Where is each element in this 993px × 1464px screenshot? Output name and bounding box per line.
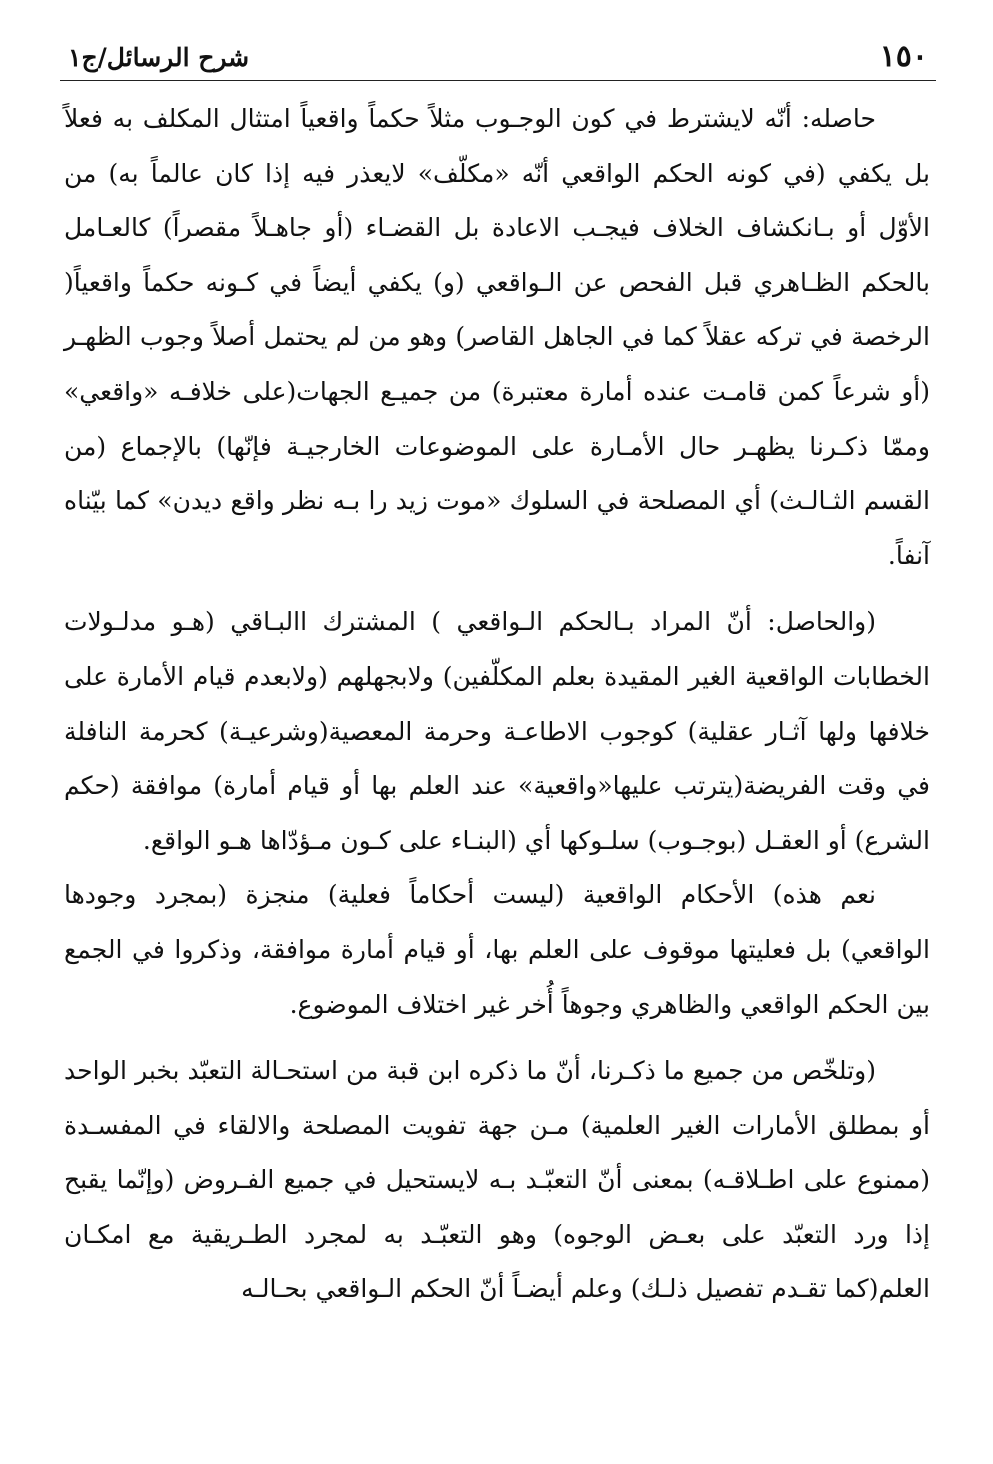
page-number: ١٥٠ (879, 39, 928, 74)
paragraph-3: نعم هذه) الأحكام الواقعية (ليست أحكاماً فعلية) منجزة (بمجرد وجودها الواقعي) بل فعليتها موقوف على العلم بها، أو قيام أمارة موافقة، وذكروا في الجمع بين الحكم الواقعي والظاهري وجوهاً أُخر غير اختلاف الموضوع. (64, 880, 930, 1019)
paragraph-4: (وتلخّص من جميع ما ذكـرنا، أنّ ما ذكره ابن قبة من استحـالة التعبّد بخبر الواحد أو بمطلق الأمارات الغير العلمية) مـن جهة تفويت المصلحة والالقاء في المفسـدة (ممنوع على اطـلاقـه) بمعنى أنّ التعبّـد بـه لايستحيل في جميع الفـروض (وإنّما يقبح إذا ورد التعبّد على بعـض الوجوه) وهو التعبّـد به لمجرد الطـريقية مع امكـان العلم(كما تقـدم تفصيل ذلـك) وعلم أيضـاً أنّ الحكم الـواقعي بحـالـه (64, 1056, 930, 1304)
paragraph-1: حاصله: أنّه لايشترط في كون الوجـوب مثلاً حكماً واقعياً امتثال المكلف به فعلاً بل يكفي (في كونه الحكم الواقعي أنّه «مكلّف» لايعذر فيه إذا كان عالماً به) من الأوّل أو بـانكشاف الخلاف فيجـب الاعادة بل القضـاء (أو جاهـلاً مقصراً) كالعـامل بالحكم الظـاهري قبل الفحص عن الـواقعي (و) يكفي أيضاً في كـونه حكماً واقعياً( الرخصة في تركه عقلاً كما في الجاهل القاصر) وهو من لم يحتمل أصلاً وجوب الظهـر (أو شرعاً كمن قامـت عنده أمارة معتبرة) من جميـع الجهات(على خلافـه «واقعي» وممّا ذكـرنا يظهـر حال الأمـارة على الموضوعات الخارجيـة فإنّها) بالإجماع (من القسم الثـالـث) أي المصلحة في السلوك «موت زيد را بـه نظر واقع ديدن» كما بيّناه آنفاً. (64, 104, 931, 570)
header-divider (60, 80, 936, 81)
page-header (60, 38, 936, 78)
page-body (64, 92, 930, 1317)
running-title: شرح الرسائل/ج١ (68, 43, 250, 72)
paragraph-2: (والحاصل: أنّ المراد بـالحكم الـواقعي ) المشترك االبـاقي (هـو مدلـولات الخطابات الواقعية الغير المقيدة بعلم المكلّفين) ولابجهلهم (ولابعدم قيام الأمارة على خلافها ولها آثـار عقلية) كوجوب الاطاعـة وحرمة المعصية(وشرعيـة) كحرمة النافلة في وقت الفريضة(يترتب عليها«واقعية» عند العلم بها أو قيام أمارة) موافقة (حكم الشرع) أو العقـل (بوجـوب) سلـوكها أي (البنـاء على كـون مـؤدّاها هـو الواقع. (64, 607, 930, 855)
